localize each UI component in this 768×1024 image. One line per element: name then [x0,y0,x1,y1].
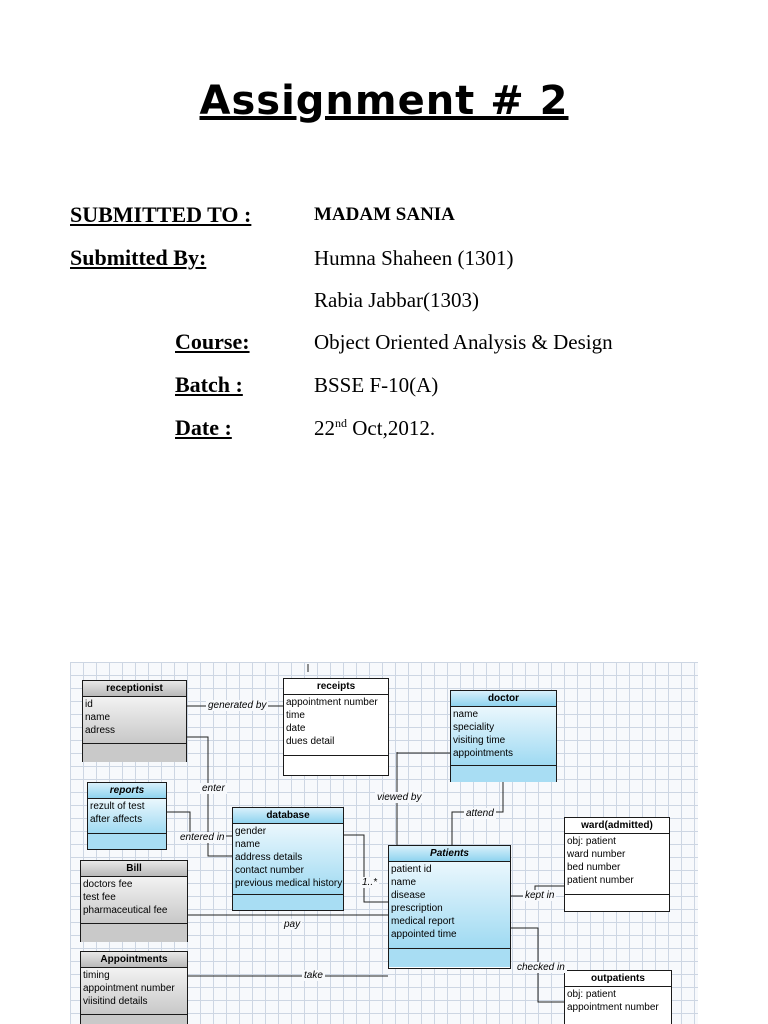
class-ward-name: ward(admitted) [565,818,669,834]
class-receptionist-methods [83,743,186,762]
class-receptionist-attrs [83,697,186,743]
relation-viewed-by: viewed by [377,792,422,803]
submitted-by-label: Submitted By: [70,245,207,270]
class-reports-methods [88,833,166,849]
attr: appointment number [286,697,378,708]
attr: obj: patient [567,989,616,1000]
class-bill [80,860,188,942]
relation-take: take [304,970,323,981]
class-bill-attrs [81,877,187,923]
attr: doctors fee [83,879,133,890]
class-appointments-methods [81,1014,187,1024]
attr: contact number [235,865,304,876]
class-doctor-methods [451,765,556,782]
class-appointments [80,951,188,1024]
attr: timing [83,970,110,981]
date-day: 22 [314,416,335,440]
class-ward-methods [565,894,669,911]
attr: medical report [391,916,455,927]
attr: name [85,712,111,723]
attr: patient id [391,864,432,875]
attr: address details [235,852,303,863]
class-database [232,807,344,911]
attr: bed number [567,862,621,873]
class-reports-name: reports [88,783,166,799]
course-value: Object Oriented Analysis & Design [314,330,613,354]
class-ward-attrs [565,834,669,894]
date-rest: Oct,2012. [347,416,436,440]
relation-checked-in: checked in [517,962,565,973]
date-suffix: nd [335,416,347,430]
attr: dues detail [286,736,335,747]
relation-enter: enter [202,783,225,794]
attr: appointed time [391,929,457,940]
class-patients-methods [389,948,510,967]
class-ward-admitted [564,817,670,912]
relation-multiplicity: 1..* [362,877,378,888]
attr: adress [85,725,116,736]
attr: prescription [391,903,443,914]
page-title: Assignment # 2 [199,78,569,124]
relation-entered-in: entered in [180,832,225,843]
date-value [314,416,435,441]
class-patients-attrs [389,862,510,948]
attr: id [85,699,93,710]
batch-value: BSSE F-10(A) [314,373,439,397]
batch-label: Batch : [175,372,243,397]
class-outpatients-attrs [565,987,671,1024]
attr: disease [391,890,426,901]
submitted-to-value: MADAM SANIA [314,204,455,225]
class-database-methods [233,894,343,910]
class-bill-name: Bill [81,861,187,877]
attr: name [391,877,417,888]
class-receipts-methods [284,755,388,774]
attr: name [453,709,479,720]
attr: patient number [567,875,634,886]
attr: time [286,710,305,721]
attr: appointments [453,748,514,759]
uml-class-diagram [70,662,698,1024]
attr: appointment number [567,1002,659,1013]
attr: obj: patient [567,836,616,847]
class-outpatients [564,970,672,1024]
relation-kept-in: kept in [525,890,555,901]
class-outpatients-name: outpatients [565,971,671,987]
class-patients [388,845,511,969]
attr: gender [235,826,267,837]
class-receipts [283,678,389,776]
class-doctor-attrs [451,707,556,765]
attr: test fee [83,892,116,903]
submitted-by-value-2: Rabia Jabbar(1303) [314,288,480,312]
attr: appointment number [83,983,175,994]
attr: viisitind details [83,996,148,1007]
attr: visiting time [453,735,506,746]
relation-attend: attend [466,808,494,819]
attr: previous medical history [235,878,343,889]
attr: speciality [453,722,495,733]
relation-generated-by: generated by [208,700,267,711]
class-receptionist-name: receptionist [83,681,186,697]
attr: after affects [90,814,143,825]
attr: date [286,723,306,734]
attr: pharmaceutical fee [83,905,168,916]
class-doctor-name: doctor [451,691,556,707]
submitted-by-value-1: Humna Shaheen (1301) [314,246,514,270]
class-appointments-name: Appointments [81,952,187,968]
class-reports [87,782,167,850]
class-appointments-attrs [81,968,187,1014]
class-receptionist [82,680,187,762]
class-receipts-name: receipts [284,679,388,695]
course-label: Course: [175,329,250,354]
class-receipts-attrs [284,695,388,755]
date-label: Date : [175,415,232,440]
class-patients-name: Patients [389,846,510,862]
submitted-to-label: SUBMITTED TO : [70,202,252,227]
class-reports-attrs [88,799,166,833]
class-bill-methods [81,923,187,942]
class-database-attrs [233,824,343,894]
relation-pay: pay [284,919,301,930]
class-doctor [450,690,557,782]
class-database-name: database [233,808,343,824]
attr: name [235,839,261,850]
attr: ward number [567,849,626,860]
attr: rezult of test [90,801,145,812]
